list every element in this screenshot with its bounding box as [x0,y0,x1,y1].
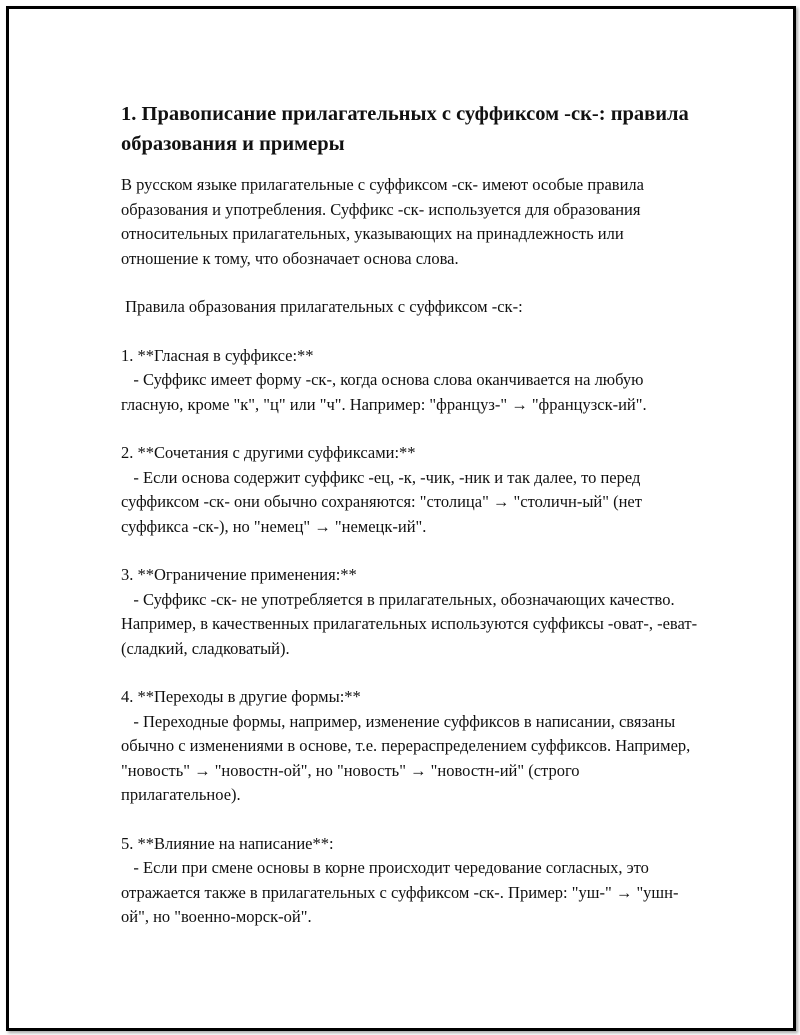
rule-item [121,441,701,539]
rule-body: - Суффикс имеет форму -ск-, когда основа слова оканчивается на любую гласную, кроме "к", "ц" или "ч". Например: "француз-" → "французск-ий". [121,370,648,414]
rule-title: 3. **Ограничение применения:** [121,565,357,584]
rule-item [121,563,701,661]
document-page [6,6,796,1031]
rule-title: 1. **Гласная в суффиксе:** [121,345,314,365]
rule-item [121,685,701,808]
rule-title: 5. **Влияние на написание**: [121,833,334,853]
rule-body: - Если при смене основы в корне происходит чередование согласных, это отражается также в прилагательных с суффиксом -ск-. Пример: "уш-" → "ушн-ой", но "военно-морск-ой". [121,858,679,926]
rule-item [121,344,701,418]
document-content [121,99,701,930]
rule-title: 2. **Сочетания с другими суффиксами:** [121,443,416,462]
intro-paragraph: В русском языке прилагательные с суффиксом -ск- имеют особые правила образования и употребления. Суффикс -ск- используется для образования относительных прилагательных, указывающих на принадлежность или отношение к тому, что обозначает основа слова. [121,175,644,268]
rules-heading: Правила образования прилагательных с суффиксом -ск-: [121,297,523,316]
rule-body: - Суффикс -ск- не употребляется в прилагательных, обозначающих качество. Например, в качественных прилагательных используются суффиксы -оват-, -еват- (сладкий, сладковатый). [121,589,702,658]
rule-item [121,832,701,930]
rule-body: - Если основа содержит суффикс -ец, -к, -чик, -ник и так далее, то перед суффиксом -ск- они обычно сохраняются: "столица" → "столичн-ый" (нет суффикса -ск-), но "немец" → "немецк-ий". [121,467,647,536]
rule-body: - Переходные формы, например, изменение суффиксов в написании, связаны обычно с изменениями в основе, т.е. перераспределением суффиксов. Например, "новость" → "новостн-ой", но "новость" → "новостн-ий" (строго прилагательное). [121,711,695,804]
document-title: 1. Правописание прилагательных с суффиксом -ск-: правила образования и примеры [121,103,689,155]
rule-title: 4. **Переходы в другие формы:** [121,687,361,706]
